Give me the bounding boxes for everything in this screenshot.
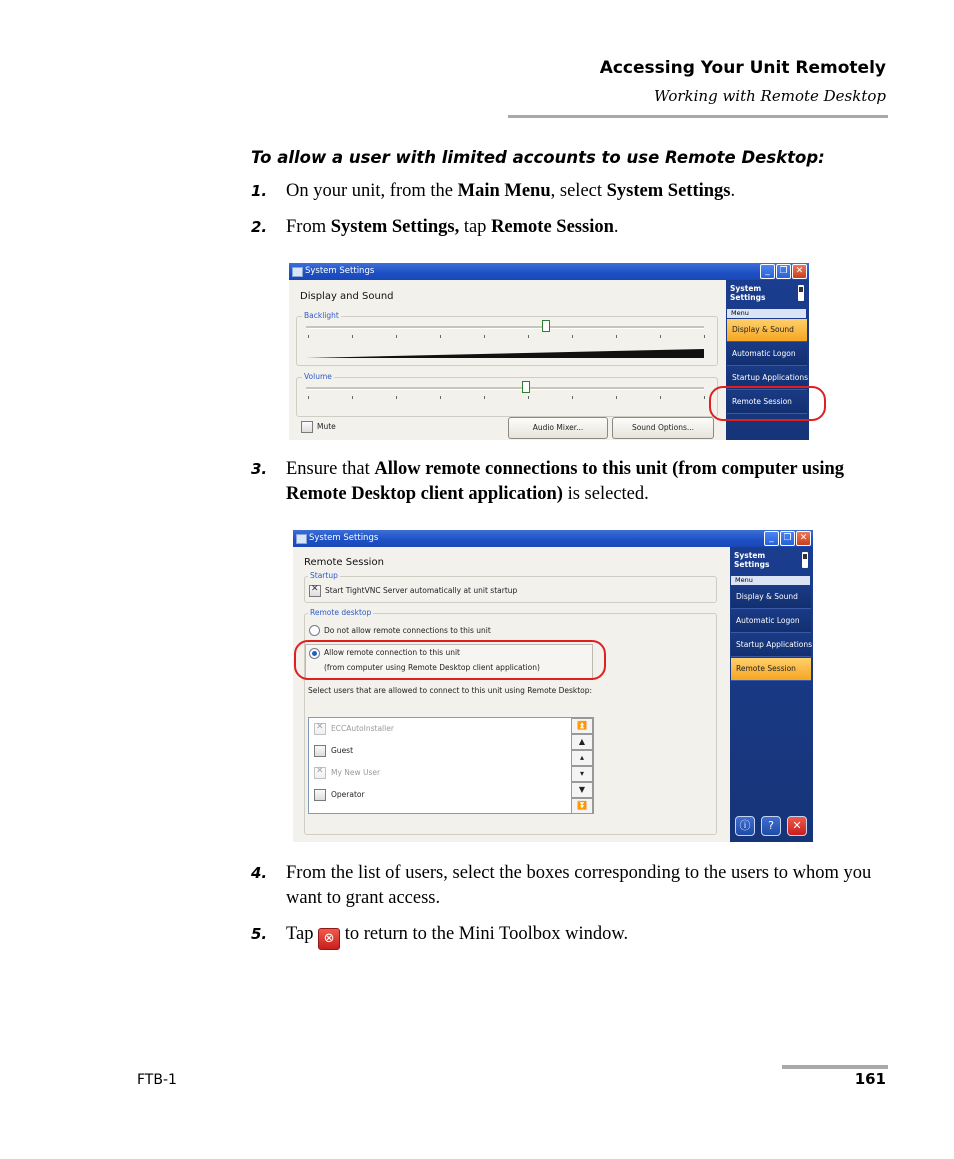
step-text: On your unit, from the bbox=[286, 181, 458, 201]
slider-tick bbox=[616, 335, 617, 338]
slider-tick bbox=[484, 396, 485, 399]
slider-tick bbox=[484, 335, 485, 338]
help-icon[interactable]: ? bbox=[761, 816, 781, 836]
step-text: Tap bbox=[286, 924, 314, 944]
footer-product: FTB-1 bbox=[137, 1072, 177, 1088]
menu-item-display-sound[interactable]: Display & Sound bbox=[731, 586, 811, 609]
procedure-title: To allow a user with limited accounts to use Remote Desktop: bbox=[251, 148, 825, 167]
menu-item-remote-session[interactable]: Remote Session bbox=[731, 658, 811, 681]
step-number: 5. bbox=[251, 925, 268, 943]
backlight-wedge-icon bbox=[306, 349, 706, 359]
select-users-label: Select users that are allowed to connect to this unit using Remote Desktop: bbox=[308, 686, 593, 695]
highlight-allow-remote bbox=[294, 640, 606, 680]
step-4 bbox=[251, 861, 881, 911]
slider-tick bbox=[572, 335, 573, 338]
remote-desktop-label: Remote desktop bbox=[310, 608, 372, 617]
step-2 bbox=[251, 215, 881, 240]
step-emphasis: System Settings bbox=[606, 181, 731, 201]
settings-panel bbox=[289, 280, 726, 440]
menu-item-startup-applications[interactable]: Startup Applications bbox=[727, 367, 807, 390]
user-checkbox-my-new-user[interactable] bbox=[314, 767, 326, 779]
sound-options-button[interactable]: Sound Options... bbox=[612, 417, 714, 439]
window-title: System Settings bbox=[305, 266, 375, 276]
user-label: My New User bbox=[331, 768, 381, 777]
running-header-subtitle: Working with Remote Desktop bbox=[653, 87, 886, 105]
step-text: to return to the Mini Toolbox window. bbox=[344, 924, 629, 944]
menu-item-automatic-logon[interactable]: Automatic Logon bbox=[731, 610, 811, 633]
menu-header: Menu bbox=[731, 576, 810, 585]
slider-tick bbox=[352, 335, 353, 338]
window-titlebar bbox=[293, 530, 813, 547]
settings-panel bbox=[293, 547, 730, 842]
step-number: 3. bbox=[251, 460, 268, 478]
startup-label: Startup bbox=[310, 571, 338, 580]
user-list bbox=[308, 717, 594, 814]
slider-tick bbox=[440, 396, 441, 399]
volume-slider-thumb[interactable] bbox=[522, 381, 530, 393]
deny-remote-radio[interactable] bbox=[309, 625, 320, 636]
step-text: . bbox=[730, 181, 736, 201]
running-header-title: Accessing Your Unit Remotely bbox=[599, 58, 886, 78]
step-text: From the list of users, select the boxes corresponding to the users to whom you want to grant access. bbox=[286, 863, 872, 908]
step-number: 2. bbox=[251, 218, 268, 236]
mute-label: Mute bbox=[317, 422, 336, 431]
window-icon bbox=[296, 534, 307, 544]
slider-tick bbox=[308, 396, 309, 399]
scroll-page-down-icon[interactable]: ▼ bbox=[571, 782, 593, 798]
user-checkbox-eccautoinstaller[interactable] bbox=[314, 723, 326, 735]
start-vnc-label: Start TightVNC Server automatically at unit startup bbox=[325, 586, 518, 595]
slider-tick bbox=[660, 396, 661, 399]
user-label: Guest bbox=[331, 746, 354, 755]
backlight-label: Backlight bbox=[304, 311, 339, 320]
audio-mixer-button[interactable]: Audio Mixer... bbox=[508, 417, 608, 439]
deny-remote-label: Do not allow remote connections to this unit bbox=[324, 626, 491, 635]
user-checkbox-operator[interactable] bbox=[314, 789, 326, 801]
slider-tick bbox=[616, 396, 617, 399]
allow-remote-sublabel: (from computer using Remote Desktop client application) bbox=[324, 663, 540, 672]
scroll-bottom-icon[interactable]: ⏬ bbox=[571, 798, 593, 814]
maximize-icon[interactable]: ❐ bbox=[776, 264, 791, 279]
step-3 bbox=[251, 457, 881, 507]
page-number: 161 bbox=[854, 1070, 886, 1088]
close-icon[interactable]: ✕ bbox=[792, 264, 807, 279]
scroll-page-up-icon[interactable]: ▲ bbox=[571, 734, 593, 750]
exit-icon: ⊗ bbox=[318, 928, 340, 950]
slider-tick bbox=[440, 335, 441, 338]
menu-item-automatic-logon[interactable]: Automatic Logon bbox=[727, 343, 807, 366]
step-emphasis: Allow remote connections to this unit (from computer using Remote Desktop client application) bbox=[286, 459, 845, 504]
step-text: . bbox=[613, 217, 619, 237]
section-title: Remote Session bbox=[304, 557, 384, 568]
minimize-icon[interactable]: _ bbox=[760, 264, 775, 279]
step-text: From bbox=[286, 217, 331, 237]
side-title: System Settings bbox=[734, 551, 770, 569]
menu-item-display-sound[interactable]: Display & Sound bbox=[727, 319, 807, 342]
exit-icon[interactable]: ✕ bbox=[787, 816, 807, 836]
slider-tick bbox=[660, 335, 661, 338]
step-text: is selected. bbox=[562, 484, 649, 504]
slider-tick bbox=[572, 396, 573, 399]
side-menu bbox=[730, 547, 813, 842]
allow-remote-label: Allow remote connection to this unit bbox=[324, 648, 460, 657]
slider-tick bbox=[308, 335, 309, 338]
step-emphasis: System Settings, bbox=[330, 217, 460, 237]
window-titlebar bbox=[289, 263, 809, 280]
section-title: Display and Sound bbox=[300, 291, 394, 302]
side-title: System Settings bbox=[730, 284, 766, 302]
slider-tick bbox=[528, 396, 529, 399]
backlight-slider-thumb[interactable] bbox=[542, 320, 550, 332]
slider-tick bbox=[396, 396, 397, 399]
start-vnc-checkbox[interactable] bbox=[309, 585, 321, 597]
step-5 bbox=[251, 922, 881, 950]
step-emphasis: Remote Session bbox=[491, 217, 614, 237]
unit-icon bbox=[801, 551, 809, 569]
menu-item-remote-session[interactable]: Remote Session bbox=[727, 391, 807, 414]
slider-tick bbox=[396, 335, 397, 338]
scroll-top-icon[interactable]: ⏫ bbox=[571, 718, 593, 734]
user-label: Operator bbox=[331, 790, 365, 799]
minimize-icon[interactable]: _ bbox=[764, 531, 779, 546]
user-label: ECCAutoInstaller bbox=[331, 724, 394, 733]
footer-rule bbox=[782, 1065, 888, 1069]
highlight-remote-session bbox=[709, 386, 826, 421]
step-text: Ensure that bbox=[286, 459, 375, 479]
step-emphasis: Main Menu bbox=[457, 181, 551, 201]
volume-slider-track[interactable] bbox=[306, 387, 704, 390]
unit-icon bbox=[797, 284, 805, 302]
window-title: System Settings bbox=[309, 533, 379, 543]
slider-tick bbox=[528, 335, 529, 338]
slider-tick bbox=[352, 396, 353, 399]
step-text: tap bbox=[459, 217, 492, 237]
mute-checkbox[interactable] bbox=[301, 421, 313, 433]
window-icon bbox=[292, 267, 303, 277]
slider-tick bbox=[704, 396, 705, 399]
info-icon[interactable]: ⓘ bbox=[735, 816, 755, 836]
user-checkbox-guest[interactable] bbox=[314, 745, 326, 757]
slider-tick bbox=[704, 335, 705, 338]
step-number: 4. bbox=[251, 864, 268, 882]
header-rule bbox=[508, 115, 888, 118]
step-number: 1. bbox=[251, 182, 268, 200]
volume-group bbox=[296, 377, 718, 417]
screenshot-remote-session bbox=[293, 530, 813, 842]
maximize-icon[interactable]: ❐ bbox=[780, 531, 795, 546]
menu-item-startup-applications[interactable]: Startup Applications bbox=[731, 634, 811, 657]
backlight-slider-track[interactable] bbox=[306, 326, 704, 329]
volume-label: Volume bbox=[304, 372, 332, 381]
scroll-down-icon[interactable]: ▾ bbox=[571, 766, 593, 782]
close-icon[interactable]: ✕ bbox=[796, 531, 811, 546]
step-text: , select bbox=[550, 181, 607, 201]
step-1 bbox=[251, 179, 881, 204]
scroll-up-icon[interactable]: ▴ bbox=[571, 750, 593, 766]
menu-header: Menu bbox=[727, 309, 806, 318]
